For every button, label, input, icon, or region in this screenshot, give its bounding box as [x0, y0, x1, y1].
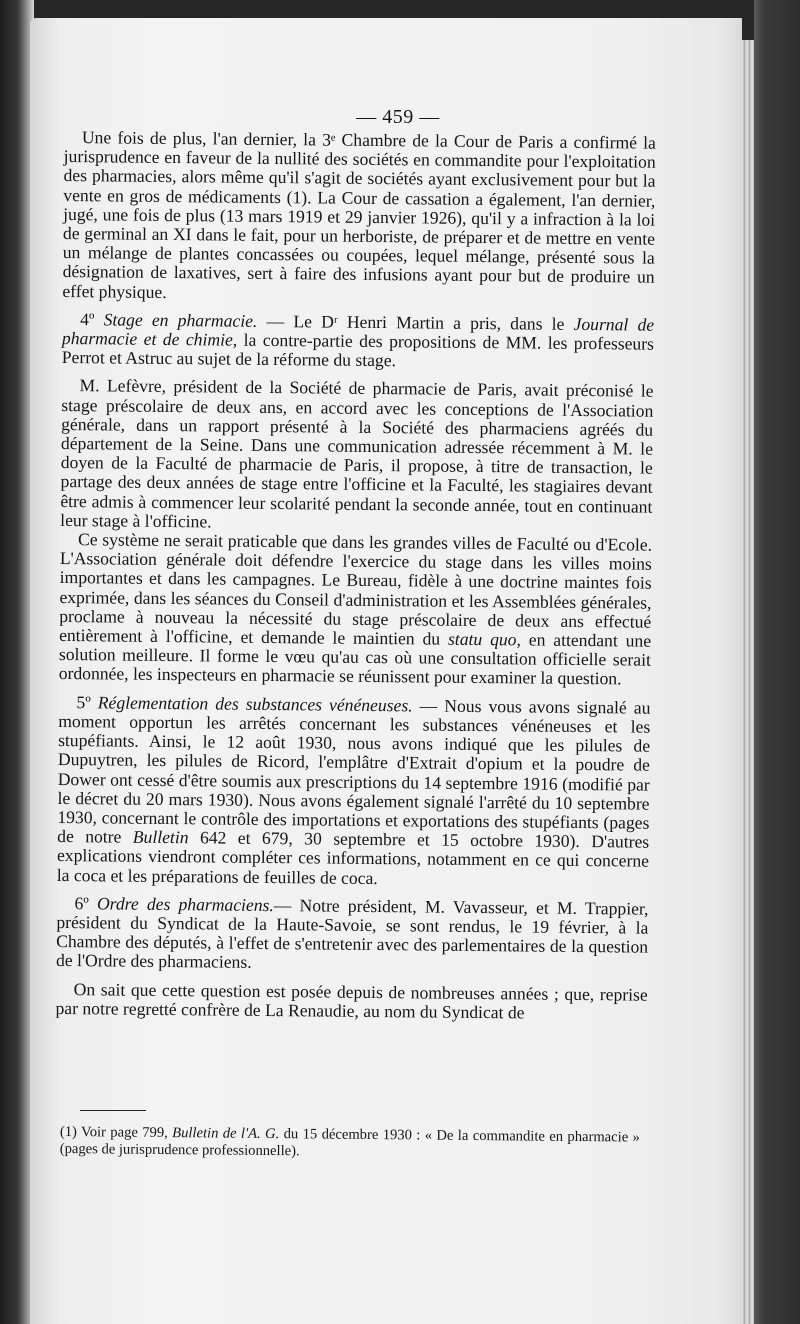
paragraph-jurisprudence: Une fois de plus, l'an dernier, la 3ᵉ Chambre de la Cour de Paris a confirmé la jurisprudence en faveur de la nullité des sociétés en commandite pour l'exploitation des pharmacies, alors même qu'il s'agit de sociétés ayant exclusivement pour but la vente en gros de médicaments (1). La Cour de cassation a également, l'an dernier, jugé, une fois de plus (13 mars 1919 et 29 janvier 1926), qu'il y a infraction à la loi de germinal an XI dans le fait, pour un herboriste, de préparer et de mettre en vente un mélange de plantes concassées ou coupées, lequel mélange, présenté sous la désignation de laxatives, sert à faire des infusions ayant pour but de produire un effet physique. [62, 127, 656, 302]
section-number: 6º [74, 892, 98, 914]
section-heading-ordre: Ordre des pharmaciens. [96, 893, 274, 915]
footnote-source: Bulletin de l'A. G. [172, 1125, 280, 1143]
section-number: 5º [76, 691, 98, 713]
journal-title: Journal de pharmacie et de chimie [61, 313, 655, 350]
paragraph-text: , en attendant une solution meilleure. Il forme le vœu qu'au cas où une consultation officielle serait ordonnée, les inspecteurs en pharmacie se réunissent pour examiner la question. [58, 629, 652, 689]
footnote [60, 1124, 640, 1164]
paragraph-lefevre: M. Lefèvre, président de la Société de pharmacie de Paris, avait préconisé le stage préscolaire de deux ans, en accord avec les conceptions de l'Association générale, dans un rapport présenté à la Société des pharmaciens agréés du département de la Seine. Dans une communication adressée récemment à M. le doyen de la Faculté de pharmacie de Paris, il propose, à titre de transaction, le partage des deux années de stage entre l'officine et la Faculté, les stagiaires devant être admis à commencer leur scolarité pendant la seconde année, tout en continuant leur stage à l'officine. [60, 375, 654, 532]
body-text [55, 128, 656, 1024]
paragraph-text: 642 et 679, 30 septembre et 15 octobre 1930). D'autres explications viendront compléter ces informations, notamment en ce qui concerne la coca et les préparations de feuilles de coca. [56, 827, 650, 888]
section-heading-substances: Réglementation des substances vénéneuses. [97, 692, 413, 716]
paragraph-text: — Nous vous avons signalé au moment opportun les arrêtés concernant les substances vénéneuses et les stupéfiants. Ainsi, le 12 août 1930, nous avons indiqué que les pilules de Dupuytren, les pilules de Ricord, l'emplâtre d'Extrait d'opium et la poudre de Dower ont cessé d'être soumis aux prescriptions du 14 septembre 1916 (modifié par le décret du 20 mars 1930). Nous avons également signalé l'arrêté du 10 septembre 1930, concernant le contrôle des importations et exportations des stupéfiants (pages de notre [57, 695, 651, 847]
paragraph-text: — Le Dʳ Henri Martin a pris, dans le [257, 310, 574, 334]
book-gutter [0, 0, 34, 1324]
footnote-part: Voir page 799, [81, 1124, 173, 1142]
paragraph-systeme [59, 530, 652, 689]
footnote-rule [80, 1110, 146, 1111]
paragraph-ordre [56, 894, 649, 976]
footnote-part: du 15 décembre 1930 : « De la commandite en pharmacie » (pages de jurisprudence professionnelle). [59, 1126, 640, 1160]
background-right [754, 0, 800, 1324]
paragraph-stage [62, 310, 655, 373]
section-heading-stage: Stage en pharmacie. [103, 309, 258, 331]
paragraph-renaudie: On sait que cette question est posée depuis de nombreuses années ; que, reprise par notre regretté confrère de La Renaudie, au nom du Syndicat de [55, 978, 648, 1023]
page-number: — 459 — [356, 106, 440, 128]
bulletin-title: Bulletin [132, 826, 189, 848]
section-number: 4º [80, 308, 104, 330]
paragraph-text: Ce système ne serait praticable que dans les grandes villes de Faculté ou d'Ecole. L'Association générale doit défendre l'exercice du stage dans les villes moins importantes et dans les campagnes. Le Bureau, fidèle à une doctrine maintes fois exprimée, dans les séances du Conseil d'administration et les Assemblées générales, proclame à nouveau la nécessité du stage préscolaire de deux ans effectué entièrement à l'officine, et demande le maintien du [59, 529, 653, 649]
statu-quo: statu quo [447, 628, 517, 650]
paragraph-substances [57, 693, 651, 891]
paragraph-text: — Notre président, M. Vavasseur, et M. Trappier, président du Syndicat de la Haute-Savoie, se sont rendus, le 19 février, à la Chambre des députés, à l'effet de s'entretenir avec des parlementaires de la question de l'Ordre des pharmaciens. [55, 894, 649, 973]
footnote-text [60, 1124, 640, 1164]
paragraph-text: , la contre-partie des propositions de MM. les professeurs Perrot et Astruc au sujet de la réforme du stage. [61, 329, 655, 371]
footnote-marker: (1) [59, 1124, 82, 1141]
